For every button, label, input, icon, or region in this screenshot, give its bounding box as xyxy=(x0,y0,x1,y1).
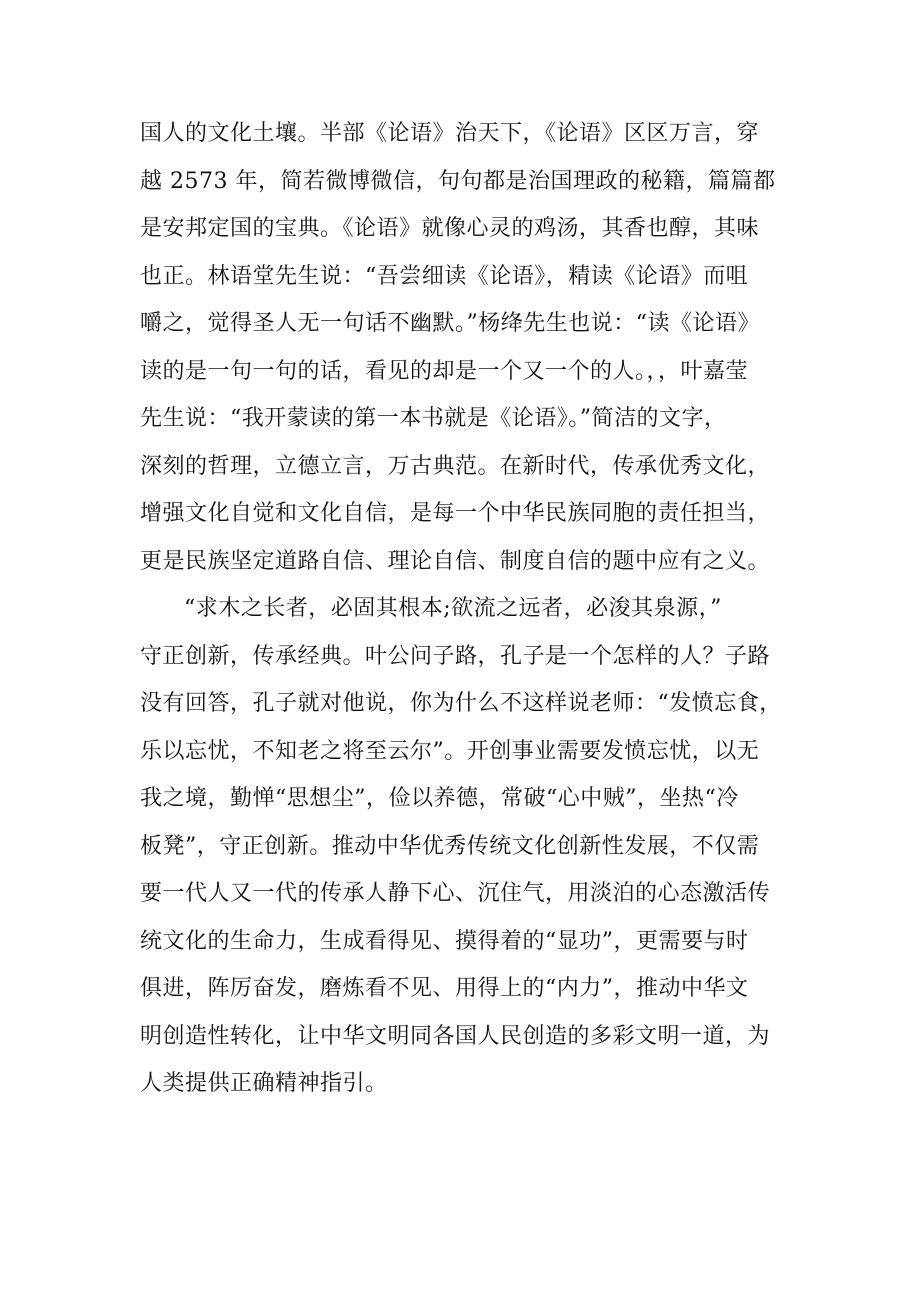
text-line: 明创造性转化，让中华文明同各国人民创造的多彩文明一道，为 xyxy=(140,1023,771,1049)
text-line: 统文化的生命力，生成看得见、摸得着的“显功”，更需要与时 xyxy=(140,928,749,954)
text-line: 板凳”，守正创新。推动中华优秀传统文化创新性发展，不仅需 xyxy=(140,833,760,859)
text-line: 我之境，勤惮“思想尘”，俭以养德，常破“心中贼”，坐热“冷 xyxy=(140,786,739,811)
text-line: 深刻的哲理，立德立言，万古典范。在新时代，传承优秀文化， xyxy=(140,453,771,479)
text-line: 更是民族坚定道路自信、理论自信、制度自信的题中应有之义。 xyxy=(140,548,771,574)
text-line: 要一代人又一代的传承人静下心、沉住气，用淡泊的心态激活传 xyxy=(140,881,771,906)
text-line: 也正。林语堂先生说：“吾尝细读《论语》，精读《论语》而咀 xyxy=(140,263,749,289)
text-line: 读的是一句一句的话，看见的却是一个又一个的人。，，叶嘉莹 xyxy=(140,358,749,384)
text-line: 越 2573 年，简若微博微信，句句都是治国理政的秘籍，篇篇都 xyxy=(140,168,776,194)
text-line: 乐以忘忧，不知老之将至云尔”。开创事业需要发愤忘忧，以无 xyxy=(140,738,760,764)
paragraph-start-line: “求木之长者，必固其根本;欲流之远者，必浚其泉源，” xyxy=(184,596,722,621)
text-line: 没有回答，孔子就对他说，你为什么不这样说老师：“发愤忘食， xyxy=(140,691,782,716)
text-line: 守正创新，传承经典。叶公问子路，孔子是一个怎样的人？子路 xyxy=(140,643,771,669)
text-line: 是安邦定国的宝典。《论语》就像心灵的鸡汤，其香也醇，其味 xyxy=(140,216,760,241)
text-line: 人类提供正确精神指引。 xyxy=(140,1071,388,1096)
text-line: 嚼之，觉得圣人无一句话不幽默。”杨绛先生也说：“读《论语》 xyxy=(140,311,760,336)
body-text xyxy=(140,110,800,1108)
text-line: 先生说：“我开蒙读的第一本书就是《论语》。”简洁的文字， xyxy=(140,406,727,431)
text-line: 俱进，阵厉奋发，磨炼看不见、用得上的“内力”，推动中华文 xyxy=(140,976,749,1001)
text-line: 国人的文化土壤。半部《论语》治天下，《论语》区区万言，穿 xyxy=(140,121,760,146)
text-line: 增强文化自觉和文化自信，是每一个中华民族同胞的责任担当， xyxy=(140,501,771,526)
